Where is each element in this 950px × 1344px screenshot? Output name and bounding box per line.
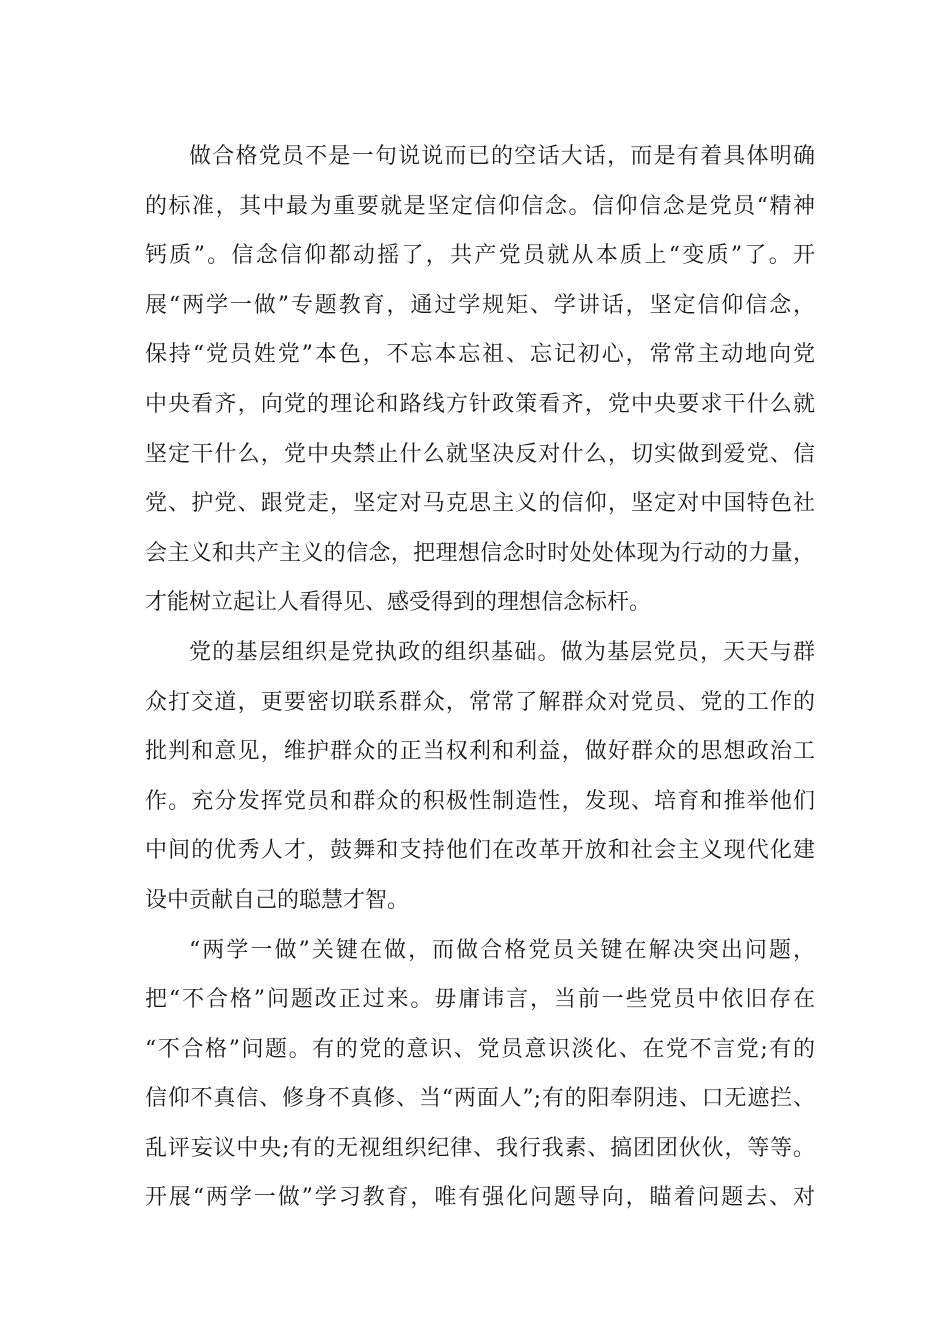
text-line: 中央看齐，向党的理论和路线方针政策看齐，党中央要求干什么就: [145, 391, 815, 417]
paragraph-2: [145, 628, 815, 926]
text-line: 把“不合格”问题改正过来。毋庸讳言，当前一些党员中依旧存在: [145, 987, 815, 1013]
text-line: “不合格”问题。有的党的意识、党员意识淡化、在党不言党;有的: [145, 1036, 815, 1062]
text-line: 设中贡献自己的聪慧才智。: [145, 887, 410, 913]
text-line: 展“两学一做”专题教育，通过学规矩、学讲话，坚定信仰信念，: [145, 292, 815, 318]
text-line: 众打交道，更要密切联系群众，常常了解群众对党员、党的工作的: [145, 689, 815, 715]
text-line: 党的基层组织是党执政的组织基础。做为基层党员，天天与群: [189, 639, 815, 665]
paragraph-3: [145, 926, 815, 1224]
text-line: 做合格党员不是一句说说而已的空话大话，而是有着具体明确: [189, 144, 815, 169]
text-line: 钙质”。信念信仰都动摇了，共产党员就从本质上“变质”了。开: [145, 243, 815, 269]
document-body: [145, 132, 815, 1223]
text-line: 的标准，其中最为重要就是坚定信仰信念。信仰信念是党员“精神: [145, 193, 815, 219]
text-line: 作。充分发挥党员和群众的积极性制造性，发现、培育和推举他们: [145, 788, 815, 814]
text-line: 保持“党员姓党”本色，不忘本忘祖、忘记初心，常常主动地向党: [145, 342, 815, 368]
text-line: 才能树立起让人看得见、感受得到的理想信念标杆。: [145, 590, 652, 616]
text-line: 乱评妄议中央;有的无视组织纪律、我行我素、搞团团伙伙，等等。: [145, 1135, 815, 1161]
text-line: 会主义和共产主义的信念，把理想信念时时处处体现为行动的力量，: [145, 540, 815, 566]
text-line: 批判和意见，维护群众的正当权利和利益，做好群众的思想政治工: [145, 739, 815, 765]
text-line: “两学一做”关键在做，而做合格党员关键在解决突出问题，: [189, 937, 815, 963]
paragraph-1: [145, 132, 815, 628]
text-line: 开展“两学一做”学习教育，唯有强化问题导向，瞄着问题去、对: [145, 1185, 815, 1211]
text-line: 信仰不真信、修身不真修、当“两面人”;有的阳奉阴违、口无遮拦、: [145, 1086, 815, 1112]
text-line: 坚定干什么，党中央禁止什么就坚决反对什么，切实做到爱党、信: [145, 441, 815, 467]
text-line: 中间的优秀人才，鼓舞和支持他们在改革开放和社会主义现代化建: [145, 838, 815, 864]
text-line: 党、护党、跟党走，坚定对马克思主义的信仰，坚定对中国特色社: [145, 491, 815, 517]
